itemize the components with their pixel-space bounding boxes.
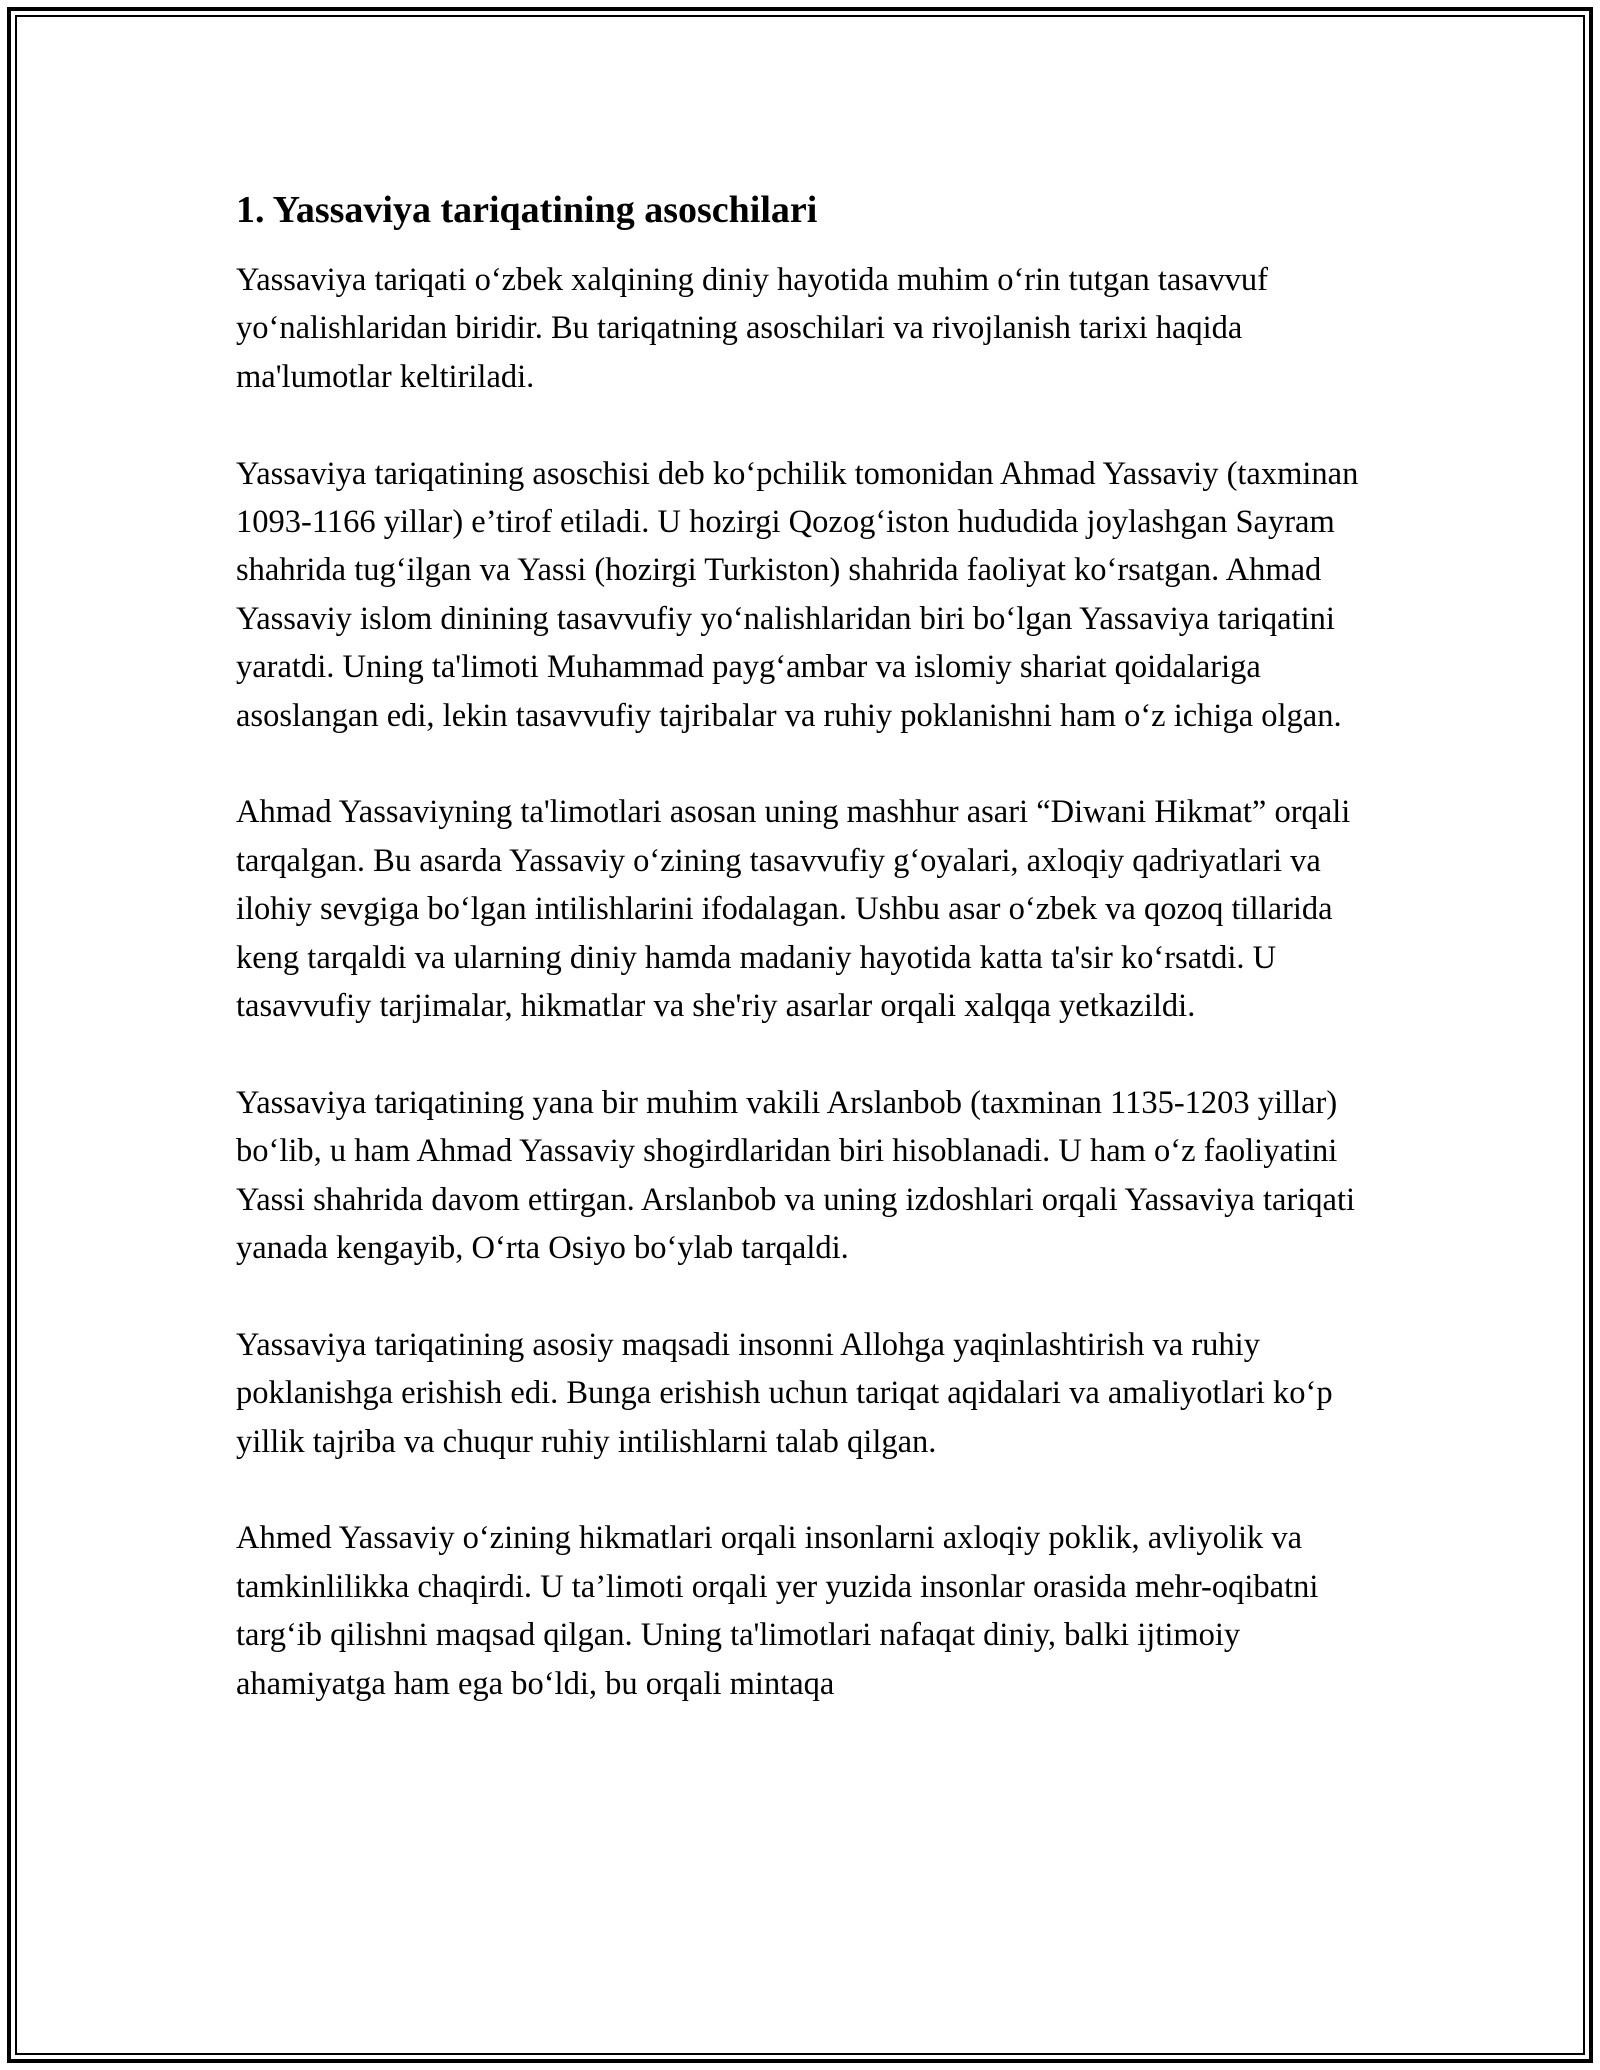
paragraph-main-goal: Yassaviya tariqatining asosiy maqsadi insonni Allohga yaqinlashtirish va ruhiy poklanishga erishish edi. Bunga erishish uchun tariqat aqidalari va amaliyotlari ko‘p yillik tajriba va chuqur ruhiy intilishlarni talab qilgan. xyxy=(236,1326,1333,1460)
paragraph-arslanbob: Yassaviya tariqatining yana bir muhim vakili Arslanbob (taxminan 1135-1203 yillar) bo‘lib, u ham Ahmad Yassaviy shogirdlaridan biri hisoblanadi. U ham o‘z faoliyatini Yassi shahrida davom ettirgan. Arslanbob va uning izdoshlari orqali Yassaviya tariqati yanada kengayib, O‘rta Osiyo bo‘ylab tarqaldi. xyxy=(236,1084,1355,1267)
paragraph-intro: Yassaviya tariqati o‘zbek xalqining diniy hayotida muhim o‘rin tutgan tasavvuf yo‘nalishlaridan biridir. Bu tariqatning asoschilari va rivojlanish tarixi haqida ma'lumotlar keltiriladi. xyxy=(236,262,1268,395)
paragraph-founder: Yassaviya tariqatining asoschisi deb ko‘pchilik tomonidan Ahmad Yassaviy (taxminan 1093-1166 yillar) e’tirof etiladi. U hozirgi Qozog‘iston hududida joylashgan Sayram shahrida tug‘ilgan va Yassi (hozirgi Turkiston) shahrida faoliyat ko‘rsatgan. Ahmad Yassaviy islom dinining tasavvufiy yo‘nalishlaridan biri bo‘lgan Yassaviya tariqatini yaratdi. Uning ta'limoti Muhammad payg‘ambar va islomiy shariat qoidalariga asoslangan edi, lekin tasavvufiy tajribalar va ruhiy poklanishni ham o‘z ichiga olgan. xyxy=(236,455,1359,734)
paragraph-diwani-hikmat: Ahmad Yassaviyning ta'limotlari asosan uning mashhur asari “Diwani Hikmat” orqali tarqalgan. Bu asarda Yassaviy o‘zining tasavvufiy g‘oyalari, axloqiy qadriyatlari va ilohiy sevgiga bo‘lgan intilishlarini ifodalagan. Ushbu asar o‘zbek va qozoq tillarida keng tarqaldi va ularning diniy hamda madaniy hayotida katta ta'sir ko‘rsatdi. U tasavvufiy tarjimalar, hikmatlar va she'riy asarlar orqali xalqqa yetkazildi. xyxy=(236,794,1351,1025)
paragraph-hikmatlar: Ahmed Yassaviy o‘zining hikmatlari orqali insonlarni axloqiy poklik, avliyolik va tamkinlilikka chaqirdi. U ta’limoti orqali yer yuzida insonlar orasida mehr-oqibatni targ‘ib qilishni maqsad qilgan. Uning ta'limotlari nafaqat diniy, balki ijtimoiy ahamiyatga ham ega bo‘ldi, bu orqali mintaqa xyxy=(236,1520,1319,1702)
section-heading: 1. Yassaviya tariqatining asoschilari xyxy=(236,189,818,231)
document-body xyxy=(236,186,1364,1757)
